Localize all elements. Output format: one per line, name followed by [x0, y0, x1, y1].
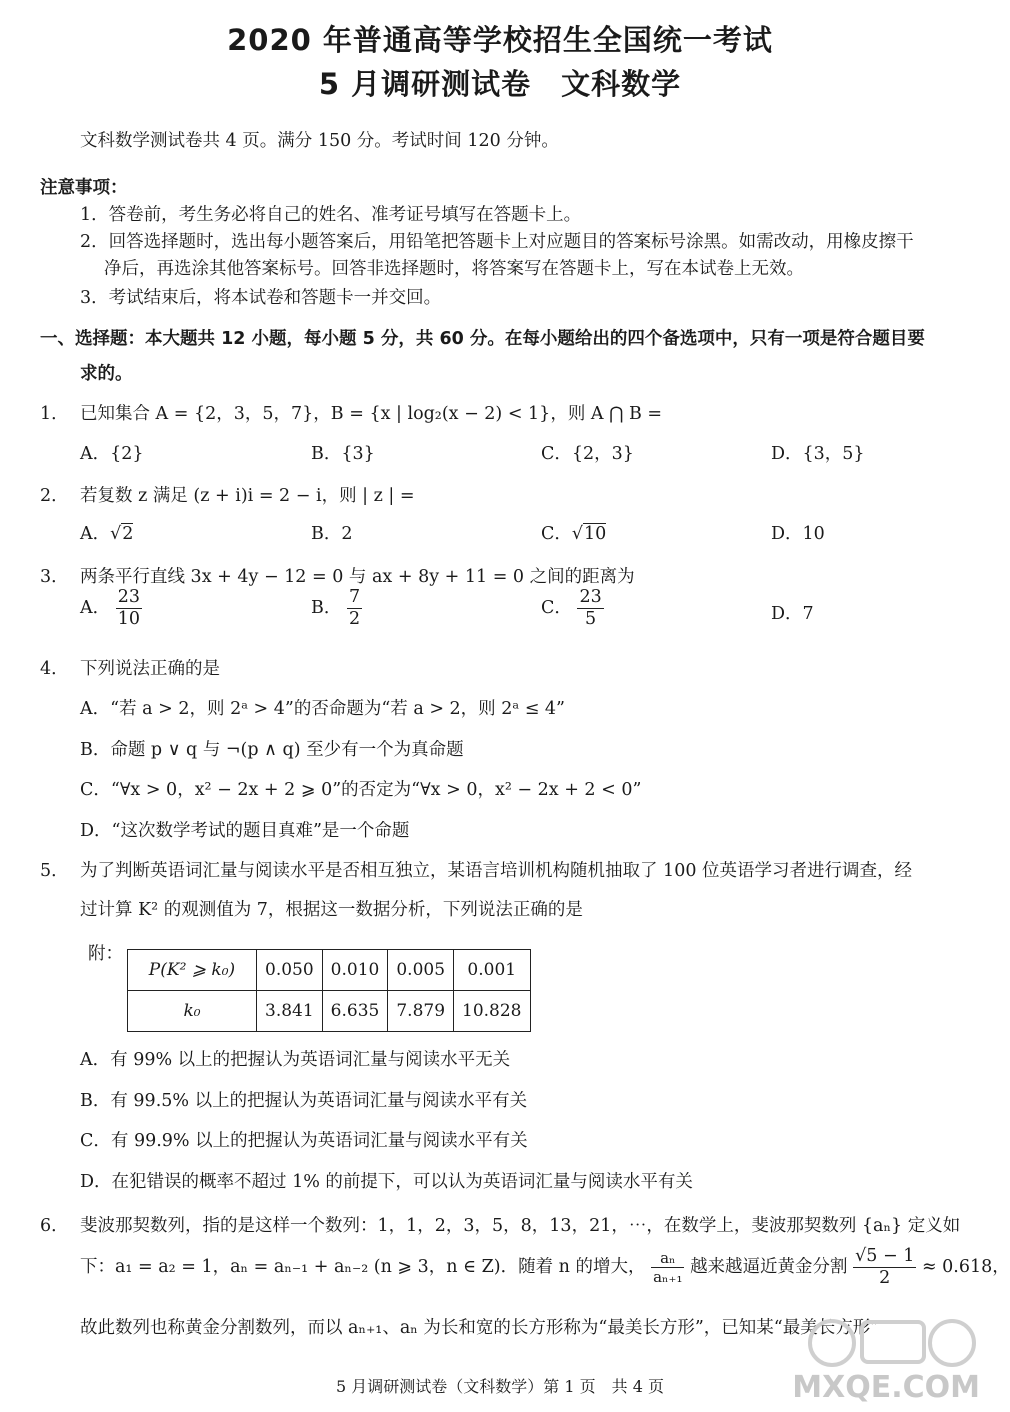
option-c: C．有 99.9% 以上的把握认为英语词汇量与阅读水平有关 — [80, 1131, 528, 1151]
watermark-text: MXQE.COM — [792, 1370, 980, 1405]
page-footer: 5 月调研测试卷（文科数学）第 1 页 共 4 页 — [336, 1377, 664, 1396]
option-d: D．10 — [771, 524, 825, 544]
option-letter: A． — [80, 524, 111, 544]
option-c — [541, 587, 604, 630]
question-stem: 已知集合 A = {2，3，5，7}，B = {x | log₂(x − 2) < 1}，则 A ⋂ B = — [80, 404, 663, 424]
table-row — [128, 950, 531, 991]
table-cell: 0.005 — [388, 950, 454, 991]
table-header-cell: P(K² ⩾ k₀) — [128, 950, 257, 991]
table-cell: 0.010 — [322, 950, 388, 991]
question-stem-cont: 故此数列也称黄金分割数列，而以 aₙ₊₁、aₙ 为长和宽的长方形称为“最美长方形”，已知某“最美长方形” — [80, 1318, 880, 1338]
sqrt-radicand: 10 — [584, 524, 607, 544]
exam-intro: 文科数学测试卷共 4 页。满分 150 分。考试时间 120 分钟。 — [80, 131, 559, 151]
table-cell: 3.841 — [257, 991, 323, 1032]
table-cell: 0.001 — [454, 950, 530, 991]
question-stem: 两条平行直线 3x + 4y − 12 = 0 与 ax + 8y + 11 = 0 之间的距离为 — [80, 567, 635, 587]
stem-text: 越来越逼近黄金分割 — [690, 1257, 848, 1277]
question-number: 5． — [40, 861, 69, 881]
table-cell: 10.828 — [454, 991, 530, 1032]
fraction-numerator: √5 − 1 — [855, 1246, 915, 1266]
stem-text: 下：a₁ = a₂ = 1，aₙ = aₙ₋₁ + aₙ₋₂ (n ⩾ 3，n ∈ Z)．随着 n 的增大， — [80, 1257, 646, 1277]
fraction — [347, 587, 362, 630]
question-stem: 若复数 z 满足 (z + i)i = 2 − i，则 | z | = — [80, 486, 415, 506]
fraction-numerator: 23 — [579, 587, 602, 607]
table-cell: 0.050 — [257, 950, 323, 991]
sqrt-sign: √ — [110, 524, 122, 544]
notice-item: 净后，再选涂其他答案标号。回答非选择题时，将答案写在答题卡上，写在本试卷上无效。 — [104, 259, 804, 279]
fraction — [116, 587, 142, 630]
table-header-cell: k₀ — [128, 991, 257, 1032]
sqrt-sign: √ — [571, 524, 584, 544]
notice-item: 3．考试结束后，将本试卷和答题卡一并交回。 — [80, 288, 442, 308]
question-stem: 斐波那契数列，指的是这样一个数列：1，1，2，3，5，8，13，21，⋯，在数学上，斐波那契数列 {aₙ} 定义如 — [80, 1216, 961, 1236]
table-cell: 6.635 — [322, 991, 388, 1032]
notice-item: 1．答卷前，考生务必将自己的姓名、准考证号填写在答题卡上。 — [80, 205, 582, 225]
stem-text: ≈ 0.618， — [921, 1257, 1010, 1277]
option-b: B．2 — [311, 524, 353, 544]
fraction — [853, 1246, 916, 1289]
option-d: D．在犯错误的概率不超过 1% 的前提下，可以认为英语词汇量与阅读水平有关 — [80, 1172, 693, 1192]
option-a: A．{2} — [80, 444, 144, 464]
question-stem-cont: 过计算 K² 的观测值为 7，根据这一数据分析，下列说法正确的是 — [80, 900, 583, 920]
option-c: C．{2，3} — [541, 444, 634, 464]
fraction-numerator: 7 — [348, 587, 361, 607]
notice-heading: 注意事项： — [40, 178, 128, 198]
fraction-numerator: 23 — [117, 587, 140, 607]
option-letter: C． — [541, 598, 572, 618]
exam-subtitle: 5 月调研测试卷 文科数学 — [318, 67, 682, 101]
question-stem: 为了判断英语词汇量与阅读水平是否相互独立，某语言培训机构随机抽取了 100 位英语学习者进行调查，经 — [80, 861, 913, 881]
question-number: 1． — [40, 404, 69, 424]
option-c — [541, 520, 606, 545]
option-a: A．“若 a > 2，则 2ᵃ > 4”的否命题为“若 a > 2，则 2ᵃ ≤ 4” — [80, 699, 566, 719]
fraction-numerator: aₙ — [651, 1249, 684, 1268]
fraction-denominator: 2 — [879, 1268, 891, 1288]
option-c: C．“∀x > 0，x² − 2x + 2 ⩾ 0”的否定为“∀x > 0，x² − 2x + 2 < 0” — [80, 780, 642, 800]
question-number: 6． — [40, 1216, 69, 1236]
fraction-denominator: 10 — [117, 609, 140, 629]
option-b — [311, 587, 362, 630]
option-letter: A． — [80, 598, 111, 618]
question-number: 4． — [40, 659, 69, 679]
attachment-label: 附： — [88, 944, 123, 964]
option-b: B．{3} — [311, 444, 375, 464]
option-letter: C． — [541, 524, 572, 544]
fraction-denominator: 2 — [348, 609, 361, 629]
question-stem-cont — [80, 1246, 1010, 1289]
sqrt-radicand: 2 — [122, 524, 134, 544]
option-d: D．“这次数学考试的题目真难”是一个命题 — [80, 821, 410, 841]
critical-value-table — [127, 949, 531, 1032]
table-cell: 7.879 — [388, 991, 454, 1032]
option-a — [80, 520, 133, 545]
fraction-denominator: aₙ₊₁ — [653, 1268, 683, 1286]
table-row — [128, 991, 531, 1032]
option-a: A．有 99% 以上的把握认为英语词汇量与阅读水平无关 — [80, 1050, 511, 1070]
option-d: D．{3，5} — [771, 444, 865, 464]
section-heading-cont: 求的。 — [80, 364, 133, 384]
section-heading: 一、选择题：本大题共 12 小题，每小题 5 分，共 60 分。在每小题给出的四个备选项中，只有一项是符合题目要 — [40, 329, 925, 349]
exam-title: 2020 年普通高等学校招生全国统一考试 — [227, 23, 773, 57]
option-a — [80, 587, 142, 630]
fraction — [577, 587, 603, 630]
question-number: 2． — [40, 486, 69, 506]
question-number: 3． — [40, 567, 69, 587]
notice-item: 2．回答选择题时，选出每小题答案后，用铅笔把答题卡上对应题目的答案标号涂黑。如需改动，用橡皮擦干 — [80, 232, 914, 252]
question-stem: 下列说法正确的是 — [80, 659, 220, 679]
fraction — [651, 1249, 684, 1286]
option-letter: B． — [311, 598, 342, 618]
option-b: B．命题 p ∨ q 与 ¬(p ∧ q) 至少有一个为真命题 — [80, 740, 464, 760]
option-d: D．7 — [771, 604, 814, 624]
option-b: B．有 99.5% 以上的把握认为英语词汇量与阅读水平有关 — [80, 1091, 528, 1111]
fraction-denominator: 5 — [585, 609, 597, 629]
